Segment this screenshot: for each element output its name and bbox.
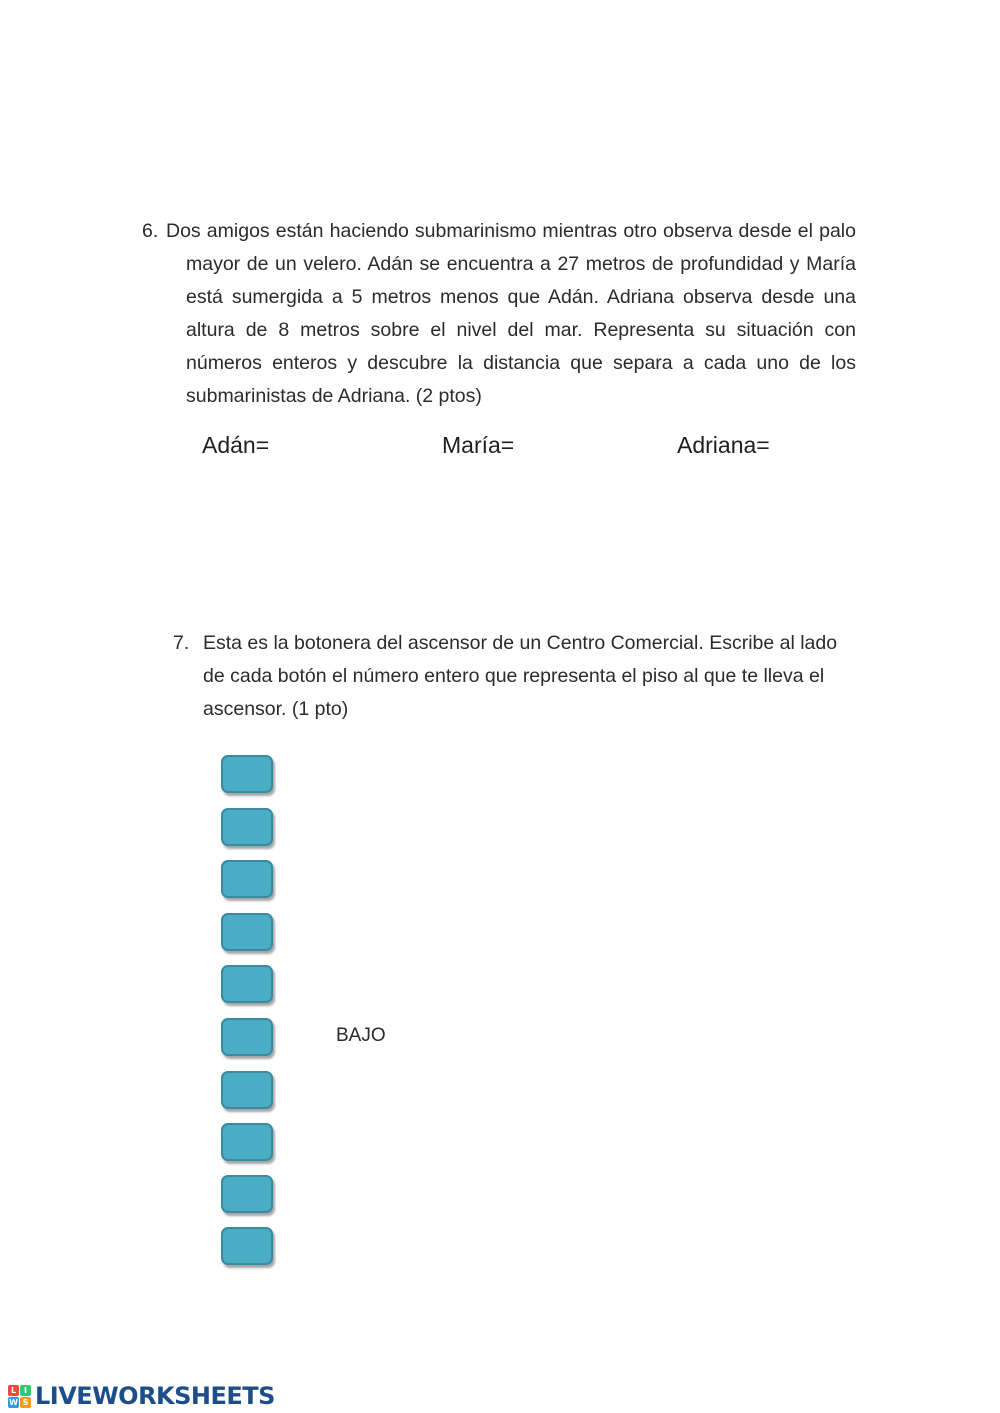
question-6 <box>142 215 856 413</box>
logo-letter: L <box>8 1385 19 1396</box>
elevator-button-1[interactable] <box>221 755 273 793</box>
maria-answer-label: María= <box>442 432 515 458</box>
ground-floor-label: BAJO <box>336 1025 386 1046</box>
adan-answer-label: Adán= <box>202 432 270 458</box>
logo-letter: S <box>20 1397 31 1408</box>
elevator-button-2[interactable] <box>221 808 273 846</box>
question-7 <box>173 627 863 726</box>
brand-name: LIVEWORKSHEETS <box>35 1382 275 1410</box>
elevator-button-9[interactable] <box>221 1175 273 1213</box>
elevator-button-panel <box>221 755 281 1275</box>
elevator-button-10[interactable] <box>221 1227 273 1265</box>
elevator-button-4[interactable] <box>221 913 273 951</box>
question-7-text: Esta es la botonera del ascensor de un Centro Comercial. Escribe al lado de cada botón el número entero que representa el piso al que te lleva el ascensor. (1 pto) <box>203 632 838 720</box>
liveworksheets-logo-icon <box>8 1385 31 1408</box>
elevator-button-5[interactable] <box>221 965 273 1003</box>
logo-letter: I <box>20 1385 31 1396</box>
question-6-text: Dos amigos están haciendo submarinismo mientras otro observa desde el palo mayor de un velero. Adán se encuentra a 27 metros de profundidad y María está sumergida a 5 metros menos que Adán. Adriana observa desde una altura de 8 metros sobre el nivel del mar. Representa su situación con números enteros y descubre la distancia que separa a cada uno de los submarinistas de Adriana. (2 ptos) <box>166 220 856 407</box>
elevator-button-7[interactable] <box>221 1071 273 1109</box>
question-6-number: 6. <box>142 220 159 242</box>
liveworksheets-brand[interactable] <box>8 1381 275 1411</box>
elevator-button-8[interactable] <box>221 1123 273 1161</box>
adriana-answer-label: Adriana= <box>677 432 770 458</box>
elevator-button-6-ground[interactable] <box>221 1018 273 1056</box>
elevator-button-3[interactable] <box>221 860 273 898</box>
logo-letter: W <box>9 1397 18 1407</box>
question-7-number: 7. <box>173 632 190 654</box>
